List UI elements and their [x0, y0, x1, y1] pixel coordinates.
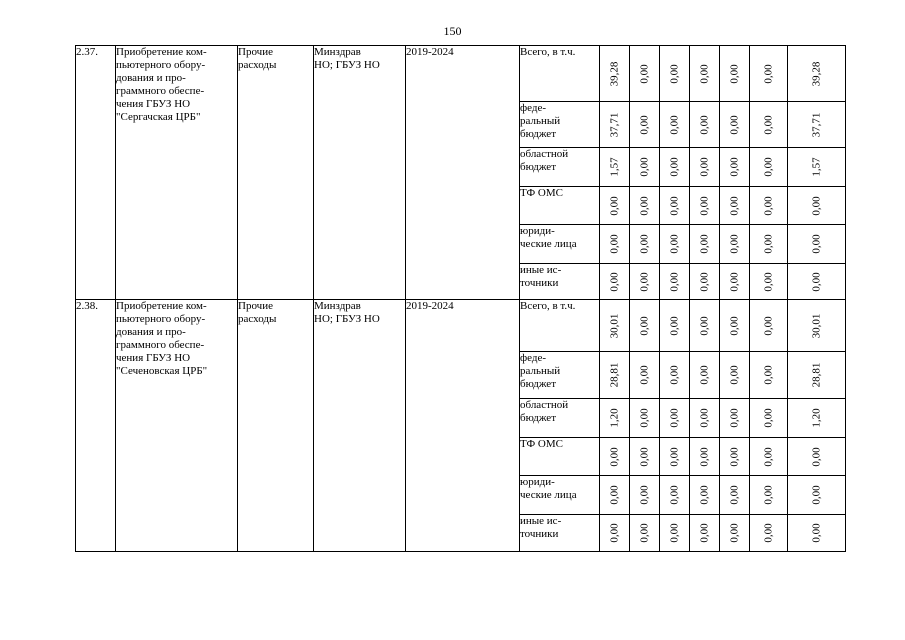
amount-cell	[630, 352, 660, 399]
amount-cell	[660, 515, 690, 552]
amount-value: 30,01	[608, 313, 620, 338]
amount-value: 0,00	[698, 157, 710, 177]
amount-value: 0,00	[728, 523, 740, 543]
amount-cell	[690, 515, 720, 552]
amount-value: 39,28	[810, 61, 822, 86]
amount-cell	[660, 148, 690, 187]
funding-source-label: юриди- ческие лица	[520, 476, 600, 515]
amount-cell	[660, 352, 690, 399]
amount-value: 39,28	[608, 61, 620, 86]
amount-cell	[788, 515, 846, 552]
amount-cell	[690, 187, 720, 225]
row-number: 2.38.	[76, 300, 116, 552]
amount-cell	[788, 300, 846, 352]
amount-cell	[600, 46, 630, 102]
amount-cell	[750, 225, 788, 264]
amount-value: 0,00	[638, 234, 650, 254]
amount-value: 0,00	[608, 271, 620, 292]
amount-value: 0,00	[728, 408, 740, 428]
amount-value: 1,57	[608, 157, 620, 177]
amount-cell	[690, 46, 720, 102]
amount-value: 0,00	[668, 315, 680, 336]
amount-cell	[750, 102, 788, 148]
amount-cell	[788, 476, 846, 515]
amount-value: 0,00	[638, 195, 650, 216]
amount-value: 0,00	[762, 365, 774, 385]
amount-cell	[690, 102, 720, 148]
amount-cell	[600, 102, 630, 148]
amount-value: 0,00	[608, 523, 620, 543]
amount-cell	[690, 399, 720, 438]
amount-cell	[660, 399, 690, 438]
amount-value: 0,00	[810, 485, 822, 505]
amount-cell	[690, 476, 720, 515]
amount-value: 28,81	[810, 362, 822, 388]
amount-value: 0,00	[638, 408, 650, 428]
amount-value: 0,00	[810, 271, 822, 292]
budget-table-body	[76, 46, 846, 552]
amount-cell	[720, 476, 750, 515]
amount-value: 28,81	[608, 362, 620, 388]
amount-cell	[600, 476, 630, 515]
amount-value: 0,00	[728, 234, 740, 254]
table-row	[76, 300, 846, 352]
amount-cell	[630, 102, 660, 148]
amount-value: 0,00	[762, 234, 774, 254]
amount-value: 0,00	[728, 195, 740, 216]
amount-cell	[600, 399, 630, 438]
amount-cell	[750, 515, 788, 552]
amount-value: 0,00	[698, 315, 710, 336]
amount-value: 0,00	[762, 195, 774, 216]
amount-cell	[630, 264, 660, 300]
amount-value: 0,00	[762, 446, 774, 467]
amount-value: 0,00	[762, 523, 774, 543]
amount-value: 1,57	[810, 157, 822, 177]
amount-value: 0,00	[638, 315, 650, 336]
amount-cell	[600, 264, 630, 300]
amount-cell	[720, 187, 750, 225]
amount-cell	[788, 399, 846, 438]
amount-value: 0,00	[810, 446, 822, 467]
budget-table	[75, 45, 846, 552]
amount-value: 0,00	[638, 485, 650, 505]
amount-value: 0,00	[698, 523, 710, 543]
period: 2019-2024	[406, 46, 520, 300]
executor: Минздрав НО; ГБУЗ НО	[314, 300, 406, 552]
amount-value: 0,00	[728, 446, 740, 467]
expense-type: Прочие расходы	[238, 46, 314, 300]
amount-value: 0,00	[762, 63, 774, 84]
amount-value: 0,00	[638, 446, 650, 467]
amount-cell	[788, 102, 846, 148]
executor: Минздрав НО; ГБУЗ НО	[314, 46, 406, 300]
amount-cell	[600, 187, 630, 225]
period: 2019-2024	[406, 300, 520, 552]
amount-cell	[660, 476, 690, 515]
amount-cell	[600, 148, 630, 187]
amount-value: 0,00	[698, 114, 710, 135]
amount-value: 1,20	[810, 408, 822, 428]
amount-cell	[750, 187, 788, 225]
amount-value: 0,00	[668, 485, 680, 505]
amount-value: 0,00	[608, 195, 620, 216]
amount-value: 0,00	[638, 114, 650, 135]
amount-cell	[788, 438, 846, 476]
funding-source-label: иные ис- точники	[520, 515, 600, 552]
amount-cell	[660, 300, 690, 352]
amount-value: 0,00	[668, 63, 680, 84]
amount-value: 0,00	[668, 446, 680, 467]
amount-cell	[788, 264, 846, 300]
amount-value: 0,00	[762, 408, 774, 428]
amount-cell	[630, 225, 660, 264]
row-number: 2.37.	[76, 46, 116, 300]
amount-cell	[690, 148, 720, 187]
amount-cell	[660, 438, 690, 476]
amount-value: 0,00	[638, 157, 650, 177]
amount-cell	[600, 515, 630, 552]
amount-value: 0,00	[668, 523, 680, 543]
amount-cell	[630, 476, 660, 515]
funding-source-label: областной бюджет	[520, 148, 600, 187]
amount-value: 0,00	[668, 195, 680, 216]
amount-value: 37,71	[608, 112, 620, 137]
amount-value: 0,00	[728, 63, 740, 84]
amount-value: 0,00	[728, 315, 740, 336]
amount-value: 0,00	[608, 446, 620, 467]
amount-cell	[630, 187, 660, 225]
funding-source-label: Всего, в т.ч.	[520, 46, 600, 102]
amount-cell	[690, 300, 720, 352]
amount-cell	[720, 399, 750, 438]
amount-cell	[630, 300, 660, 352]
amount-cell	[600, 352, 630, 399]
amount-value: 0,00	[810, 234, 822, 254]
amount-cell	[630, 46, 660, 102]
funding-source-label: ТФ ОМС	[520, 187, 600, 225]
amount-value: 0,00	[668, 408, 680, 428]
funding-source-label: Всего, в т.ч.	[520, 300, 600, 352]
amount-cell	[600, 438, 630, 476]
amount-cell	[720, 300, 750, 352]
amount-cell	[660, 102, 690, 148]
amount-value: 0,00	[728, 485, 740, 505]
amount-value: 0,00	[698, 408, 710, 428]
amount-cell	[720, 352, 750, 399]
funding-source-label: феде- ральный бюджет	[520, 352, 600, 399]
amount-cell	[788, 352, 846, 399]
amount-value: 0,00	[638, 523, 650, 543]
amount-value: 0,00	[698, 446, 710, 467]
amount-cell	[720, 438, 750, 476]
amount-cell	[720, 264, 750, 300]
amount-cell	[750, 264, 788, 300]
amount-value: 0,00	[762, 485, 774, 505]
amount-value: 0,00	[698, 63, 710, 84]
amount-cell	[788, 46, 846, 102]
amount-value: 37,71	[810, 112, 822, 137]
amount-cell	[630, 515, 660, 552]
amount-value: 0,00	[762, 114, 774, 135]
measure-name: Приобретение ком- пьютерного обору- дования и про- граммного обеспе- чения ГБУЗ НО "Сеченовская ЦРБ"	[116, 300, 238, 552]
amount-cell	[750, 148, 788, 187]
amount-value: 0,00	[668, 157, 680, 177]
amount-cell	[750, 300, 788, 352]
amount-value: 0,00	[668, 365, 680, 385]
amount-cell	[750, 352, 788, 399]
amount-cell	[720, 515, 750, 552]
amount-value: 0,00	[728, 114, 740, 135]
amount-value: 0,00	[810, 523, 822, 543]
funding-source-label: иные ис- точники	[520, 264, 600, 300]
amount-cell	[660, 225, 690, 264]
amount-value: 30,01	[810, 313, 822, 338]
table-row	[76, 46, 846, 102]
expense-type: Прочие расходы	[238, 300, 314, 552]
amount-cell	[750, 46, 788, 102]
amount-cell	[690, 225, 720, 264]
funding-source-label: юриди- ческие лица	[520, 225, 600, 264]
amount-cell	[660, 46, 690, 102]
amount-cell	[690, 352, 720, 399]
amount-value: 1,20	[608, 408, 620, 428]
amount-value: 0,00	[698, 195, 710, 216]
amount-cell	[750, 476, 788, 515]
amount-value: 0,00	[728, 157, 740, 177]
measure-name: Приобретение ком- пьютерного обору- дования и про- граммного обеспе- чения ГБУЗ НО "Сергачская ЦРБ"	[116, 46, 238, 300]
amount-cell	[690, 438, 720, 476]
amount-cell	[750, 399, 788, 438]
amount-value: 0,00	[668, 271, 680, 292]
amount-value: 0,00	[810, 195, 822, 216]
amount-value: 0,00	[698, 271, 710, 292]
amount-value: 0,00	[638, 365, 650, 385]
amount-cell	[660, 187, 690, 225]
amount-cell	[788, 187, 846, 225]
amount-value: 0,00	[698, 234, 710, 254]
amount-cell	[720, 148, 750, 187]
amount-cell	[600, 225, 630, 264]
amount-cell	[600, 300, 630, 352]
amount-value: 0,00	[762, 157, 774, 177]
funding-source-label: областной бюджет	[520, 399, 600, 438]
amount-cell	[660, 264, 690, 300]
amount-cell	[788, 225, 846, 264]
amount-cell	[630, 399, 660, 438]
amount-value: 0,00	[608, 234, 620, 254]
amount-value: 0,00	[638, 271, 650, 292]
amount-cell	[720, 225, 750, 264]
amount-value: 0,00	[728, 365, 740, 385]
amount-cell	[690, 264, 720, 300]
amount-value: 0,00	[762, 315, 774, 336]
amount-value: 0,00	[728, 271, 740, 292]
amount-value: 0,00	[608, 485, 620, 505]
amount-cell	[720, 46, 750, 102]
amount-cell	[630, 148, 660, 187]
amount-value: 0,00	[698, 485, 710, 505]
amount-value: 0,00	[762, 271, 774, 292]
amount-value: 0,00	[638, 63, 650, 84]
amount-value: 0,00	[668, 234, 680, 254]
amount-cell	[750, 438, 788, 476]
page-number: 150	[443, 24, 462, 38]
amount-cell	[630, 438, 660, 476]
funding-source-label: ТФ ОМС	[520, 438, 600, 476]
amount-value: 0,00	[698, 365, 710, 385]
amount-cell	[788, 148, 846, 187]
amount-cell	[720, 102, 750, 148]
funding-source-label: феде- ральный бюджет	[520, 102, 600, 148]
amount-value: 0,00	[668, 114, 680, 135]
